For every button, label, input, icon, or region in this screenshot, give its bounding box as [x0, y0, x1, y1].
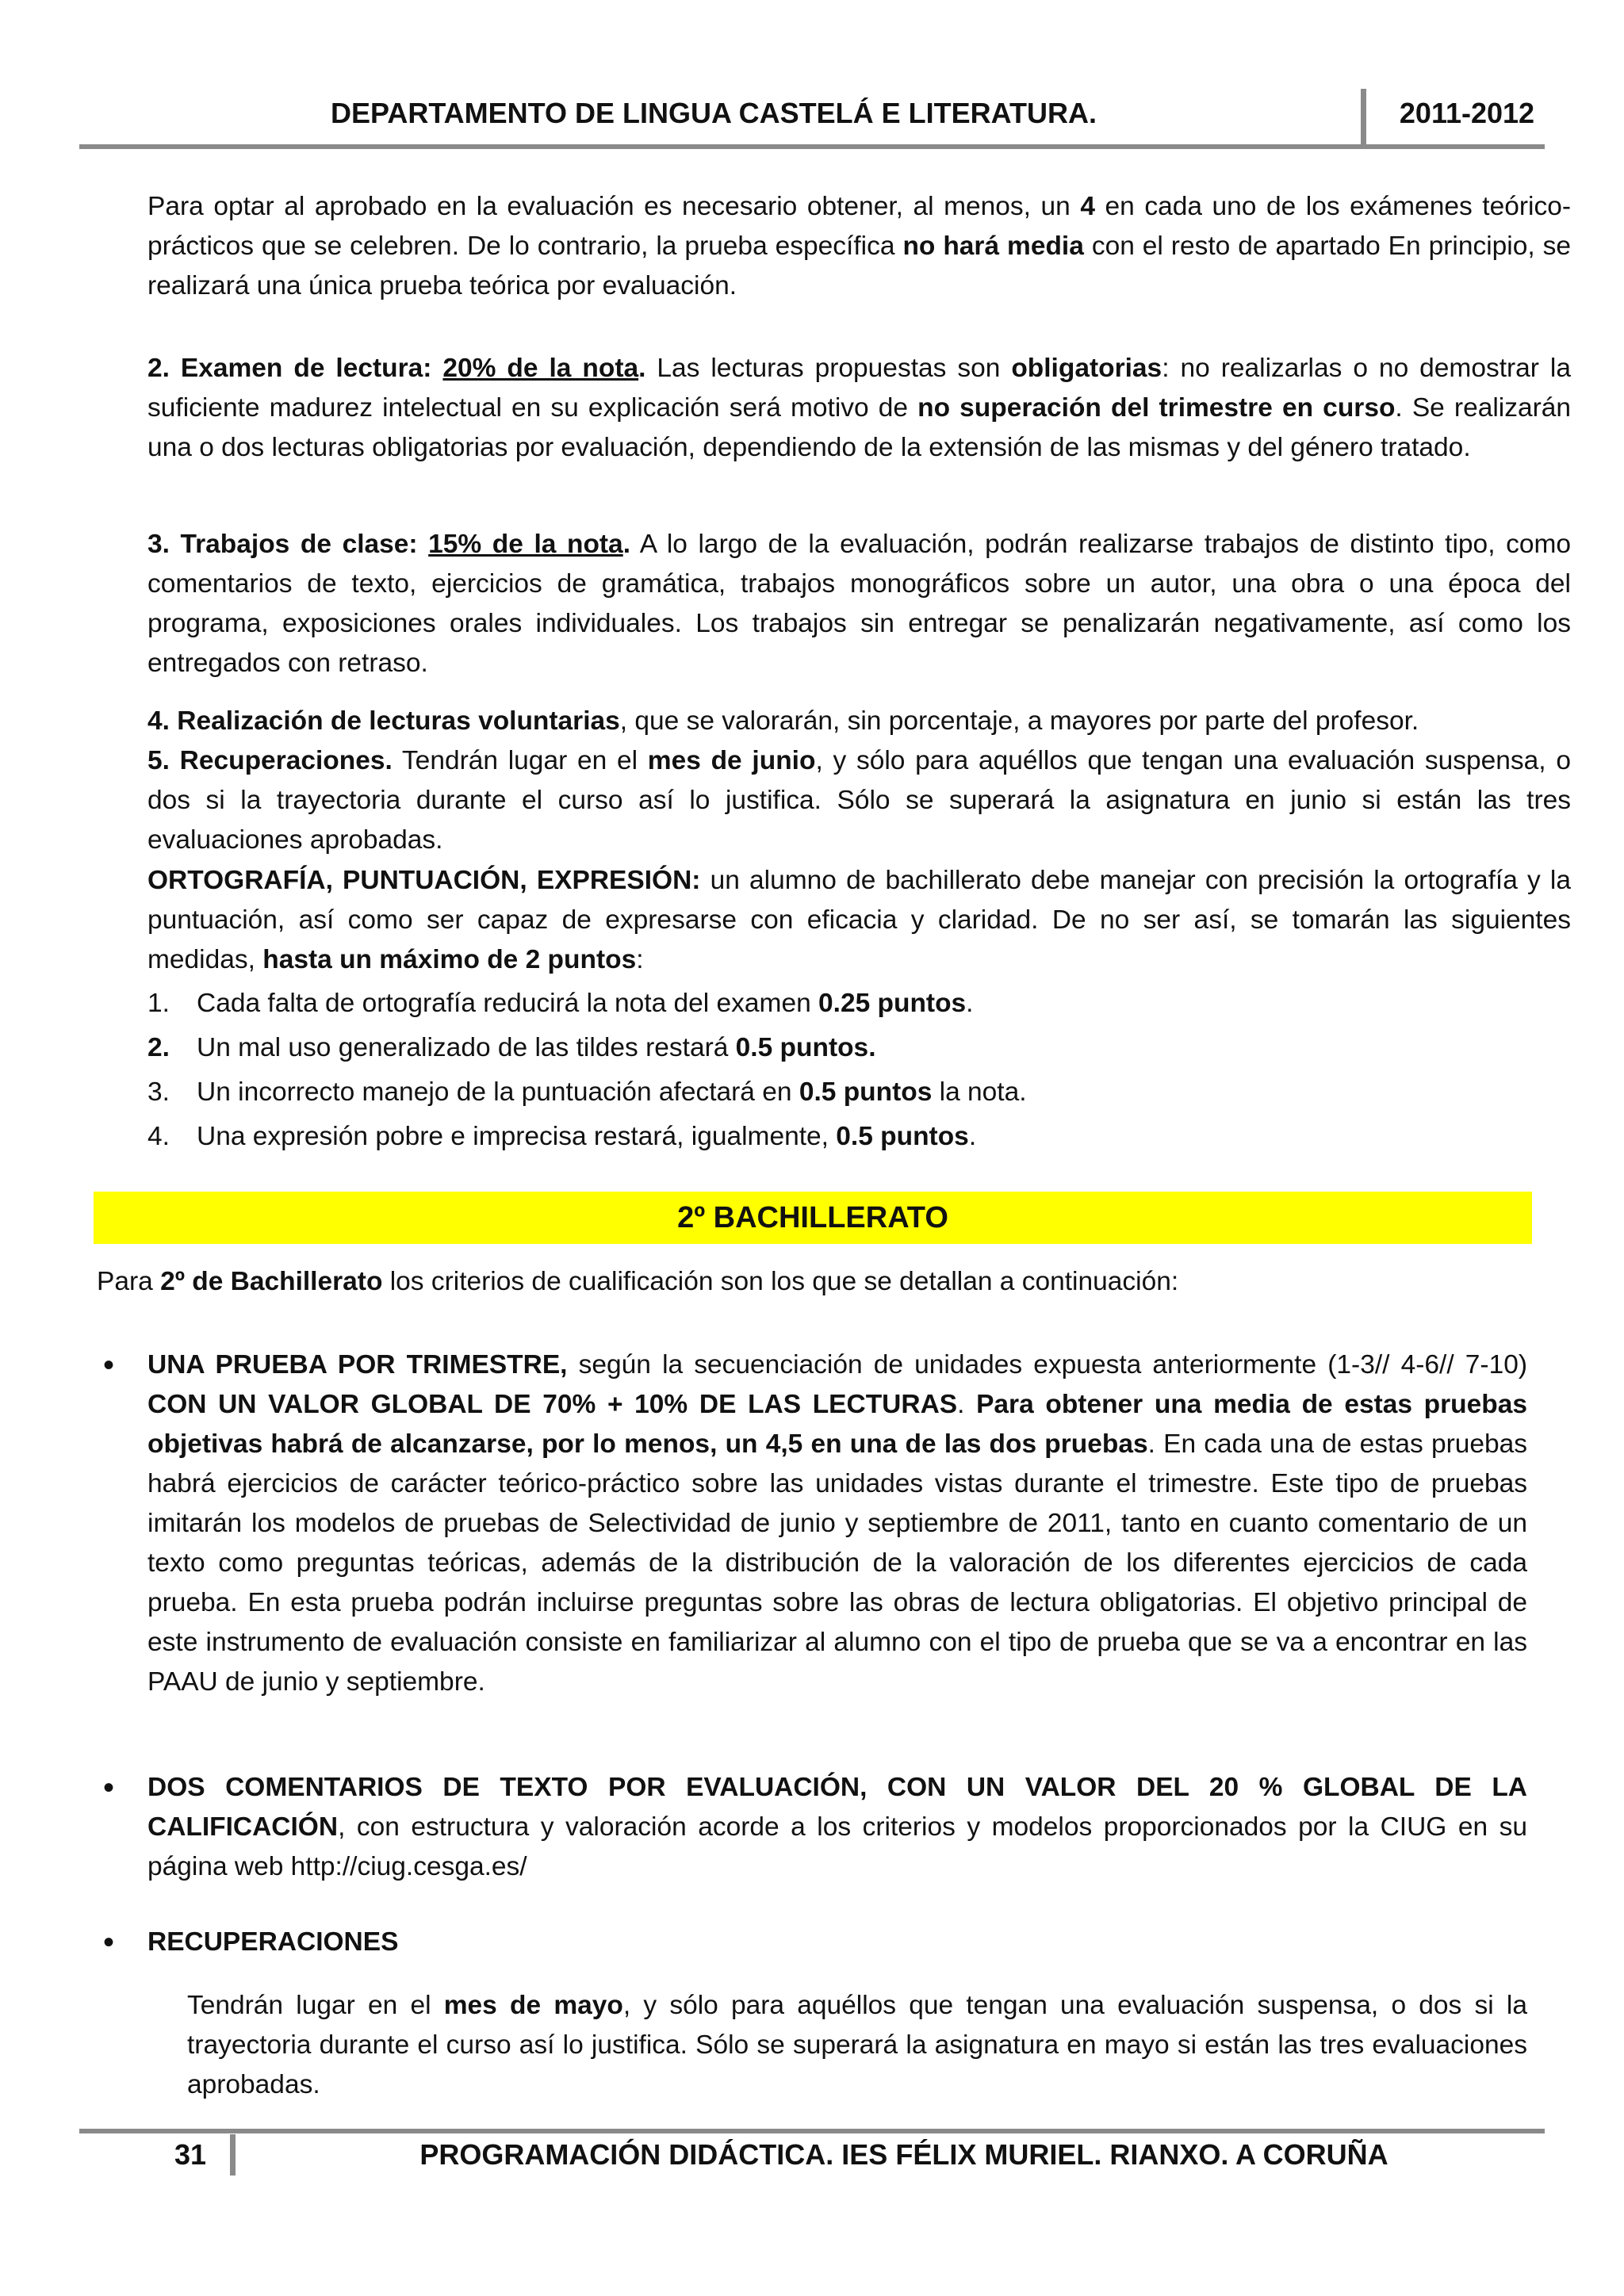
item-lecturas-voluntarias: 4. Realización de lecturas voluntarias, que se valorarán, sin porcentaje, a mayores por parte del profesor.: [147, 706, 1419, 736]
bullet-icon: •: [102, 1925, 114, 1960]
penalty-list: [147, 982, 1571, 1159]
bullet-prueba-trimestre: UNA PRUEBA POR TRIMESTRE, según la secuenciación de unidades expuesta anteriormente (1-3// 4-6// 7-10) CON UN VALOR GLOBAL DE 70% + 10% DE LAS LECTURAS. Para obtener una media de estas pruebas objetivas habrá de alcanzarse, por lo menos, un 4,5 en una de las dos pruebas. En cada una de estas pruebas habrá ejercicios de carácter teórico-práctico sobre las unidades vistas durante el trimestre. Este tipo de pruebas imitarán los modelos de pruebas de Selectividad de junio y septiembre de 2011, tanto en cuanto comentario de un texto como preguntas teóricas, además de la distribución de la valoración de los diferentes ejercicios de cada prueba. En esta prueba podrán incluirse preguntas sobre las obras de lectura obligatorias. El objetivo principal de este instrumento de evaluación consiste en familiarizar al alumno con el tipo de prueba que se va a encontrar en las PAAU de junio y septiembre.: [147, 1350, 1528, 1697]
intro-paragraph: Para optar al aprobado en la evaluación es necesario obtener, al menos, un 4 en cada uno de los exámenes teórico-prácticos que se celebren. De lo contrario, la prueba específica no hará media con el resto de apartado En principio, se realizará una única prueba teórica por evaluación.: [147, 192, 1571, 300]
header-year: 2011-2012: [1399, 97, 1535, 129]
item-trabajos-clase: 3. Trabajos de clase: 15% de la nota. A lo largo de la evaluación, podrán realizarse trabajos de distinto tipo, como comentarios de texto, ejercicios de gramática, trabajos monográficos sobre un autor, una obra o una época del programa, exposiciones orales individuales. Los trabajos sin entregar se penalizarán negativamente, así como los entregados con retraso.: [147, 530, 1572, 678]
bullet-icon: •: [102, 1770, 114, 1805]
item-examen-lectura: 2. Examen de lectura: 20% de la nota. Las lecturas propuestas son obligatorias: no realizarlas o no demostrar la suficiente madurez intelectual en su explicación será motivo de no superación del trimestre en curso. Se realizarán una o dos lecturas obligatorias por evaluación, dependiendo de la extensión de las mismas y del género tratado.: [147, 354, 1572, 462]
list-item: 2. Un mal uso generalizado de las tildes restará 0.5 puntos.: [147, 1033, 876, 1062]
footer-title: PROGRAMACIÓN DIDÁCTICA. IES FÉLIX MURIEL. RIANXO. A CORUÑA: [419, 2138, 1388, 2171]
footer-rule: [79, 2129, 1545, 2133]
bullet-comentarios: DOS COMENTARIOS DE TEXTO POR EVALUACIÓN, CON UN VALOR DEL 20 % GLOBAL DE LA CALIFICACIÓN, con estructura y valoración acorde a los criterios y modelos proporcionados por la CIUG en su página web http://ciug.cesga.es/: [147, 1773, 1527, 1881]
page-number: 31: [174, 2138, 207, 2171]
ortografia-paragraph: ORTOGRAFÍA, PUNTUACIÓN, EXPRESIÓN: un alumno de bachillerato debe manejar con precisión la ortografía y la puntuación, así como ser capaz de expresarse con eficacia y claridad. De no ser así, se tomarán las siguientes medidas, hasta un máximo de 2 puntos:: [147, 866, 1571, 974]
header-divider: [1361, 89, 1366, 146]
section-banner: [94, 1192, 1532, 1244]
list-item: 1. Cada falta de ortografía reducirá la nota del examen 0.25 puntos.: [147, 989, 974, 1018]
recuperaciones-paragraph: Tendrán lugar en el mes de mayo, y sólo para aquéllos que tengan una evaluación suspensa, o dos si la trayectoria durante el curso así lo justifica. Sólo se superará la asignatura en mayo si están las tres evaluaciones aprobadas.: [187, 1991, 1527, 2099]
bullet-recuperaciones-title: RECUPERACIONES: [147, 1927, 399, 1957]
bachillerato-intro: Para 2º de Bachillerato los criterios de cualificación son los que se detallan a continuación:: [97, 1267, 1179, 1296]
section-title: 2º BACHILLERATO: [677, 1201, 948, 1234]
footer-divider: [230, 2134, 236, 2175]
list-item: 4. Una expresión pobre e imprecisa restará, igualmente, 0.5 puntos.: [147, 1122, 977, 1151]
header-rule: [79, 144, 1545, 149]
header-title: DEPARTAMENTO DE LINGUA CASTELÁ E LITERATURA.: [331, 97, 1097, 129]
bullet-icon: •: [102, 1348, 114, 1383]
list-item: 3. Un incorrecto manejo de la puntuación afectará en 0.5 puntos la nota.: [147, 1077, 1027, 1107]
item-recuperaciones: 5. Recuperaciones. Tendrán lugar en el mes de junio, y sólo para aquéllos que tengan una evaluación suspensa, o dos si la trayectoria durante el curso así lo justifica. Sólo se superará la asignatura en junio si están las tres evaluaciones aprobadas.: [147, 746, 1571, 855]
